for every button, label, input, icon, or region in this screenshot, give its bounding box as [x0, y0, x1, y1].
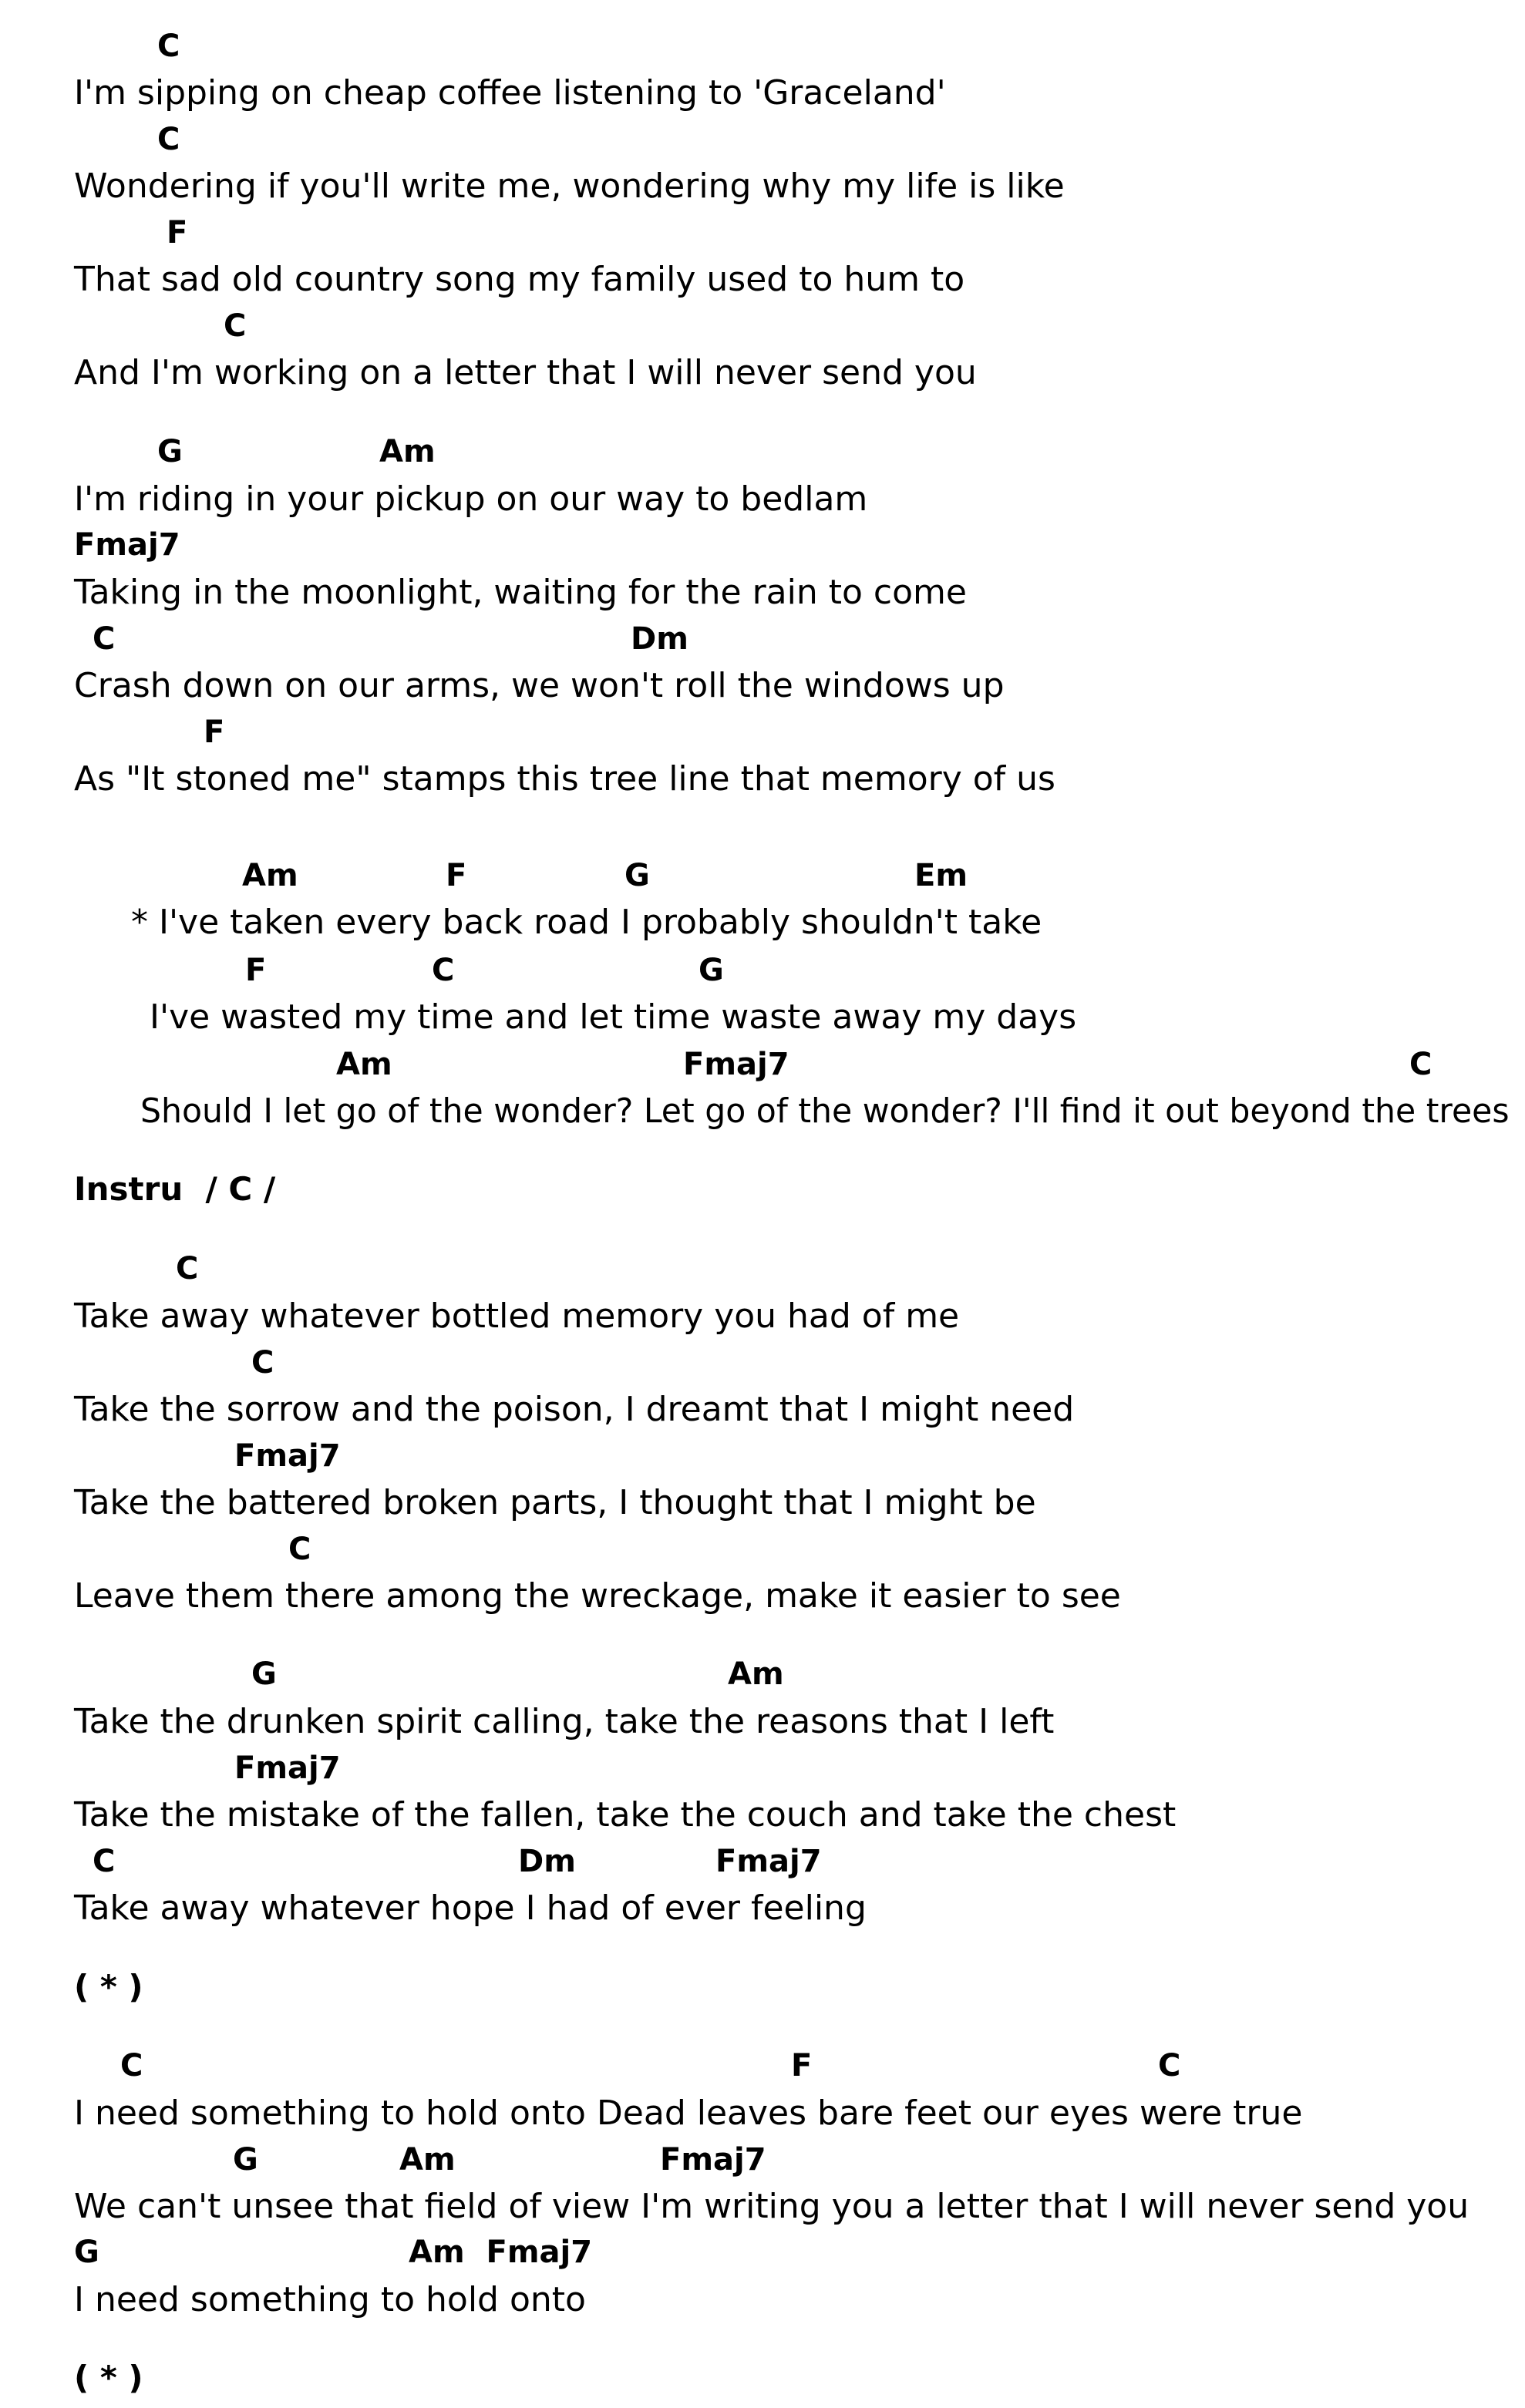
- repeat-chorus-marker: ( * ): [74, 2359, 143, 2396]
- lyric-line: Leave them there among the wreckage, make it easier to see: [74, 1576, 1121, 1616]
- chord: F: [446, 858, 467, 893]
- chord: Am Fmaj7: [409, 2235, 593, 2270]
- chord: C: [93, 621, 116, 657]
- chord: C: [251, 1345, 274, 1381]
- chord: Fmaj7: [683, 1047, 789, 1082]
- lyric-line: Take the mistake of the fallen, take the couch and take the chest: [74, 1795, 1177, 1835]
- lyric-line: * I've taken every back road I probably shouldn't take: [131, 903, 1042, 942]
- lyric-line: Take the sorrow and the poison, I dreamt that I might need: [74, 1390, 1075, 1429]
- chord: C: [432, 953, 455, 988]
- chord: C: [157, 29, 180, 64]
- chord: Dm: [518, 1844, 576, 1879]
- repeat-chorus-marker: ( * ): [74, 1968, 143, 2006]
- lyric-line: Taking in the moonlight, waiting for the rain to come: [74, 573, 967, 612]
- lyric-line: As "It stoned me" stamps this tree line that memory of us: [74, 759, 1055, 799]
- lyric-line: I've wasted my time and let time waste away my days: [150, 997, 1077, 1037]
- chord: Fmaj7: [234, 1751, 341, 1786]
- lyric-line: I need something to hold onto Dead leaves bare feet our eyes were true: [74, 2094, 1303, 2133]
- chord: G: [233, 2142, 258, 2178]
- chord: G: [624, 858, 650, 893]
- chord: C: [93, 1844, 116, 1879]
- chord: F: [245, 953, 267, 988]
- lyric-line: And I'm working on a letter that I will never send you: [74, 353, 977, 392]
- lyric-line: We can't unsee that field of view I'm writing you a letter that I will never send you: [74, 2187, 1469, 2226]
- instrumental-label: Instru / C /: [74, 1170, 276, 1208]
- lyric-line: Wondering if you'll write me, wondering why my life is like: [74, 166, 1065, 206]
- lyric-line: Take away whatever hope I had of ever feeling: [74, 1888, 867, 1928]
- chord: Em: [914, 858, 968, 893]
- chord: Am: [336, 1047, 392, 1082]
- chord: Am: [399, 2142, 456, 2178]
- chord: C: [157, 122, 180, 157]
- lyric-line: Should I let go of the wonder? Let go of the wonder? I'll find it out beyond the trees: [140, 1091, 1510, 1131]
- lyric-line: Take away whatever bottled memory you had of me: [74, 1296, 960, 1336]
- chord: C: [288, 1532, 311, 1567]
- chord: F: [167, 215, 188, 251]
- chord: Fmaj7: [660, 2142, 766, 2178]
- chord: C: [224, 308, 247, 344]
- chord: Dm: [631, 621, 688, 657]
- chord: Am: [379, 434, 436, 469]
- chord: Am: [728, 1656, 784, 1692]
- chord: Am: [242, 858, 298, 893]
- chord: C: [176, 1251, 199, 1286]
- chord: F: [204, 715, 225, 750]
- lyric-line: That sad old country song my family used to hum to: [74, 260, 965, 299]
- lyric-line: Crash down on our arms, we won't roll the windows up: [74, 666, 1005, 705]
- lyric-line: Take the battered broken parts, I thought that I might be: [74, 1483, 1036, 1522]
- chord: G: [157, 434, 183, 469]
- lyric-line: Take the drunken spirit calling, take the reasons that I left: [74, 1702, 1055, 1741]
- chord: Fmaj7: [234, 1438, 341, 1474]
- chord: Fmaj7: [715, 1844, 822, 1879]
- lyric-line: I'm riding in your pickup on our way to bedlam: [74, 479, 868, 519]
- chord: Fmaj7: [74, 527, 180, 563]
- lyric-line: I need something to hold onto: [74, 2280, 586, 2319]
- chord: C: [1409, 1047, 1432, 1082]
- chord: C: [120, 2048, 143, 2083]
- lyric-line: I'm sipping on cheap coffee listening to 'Graceland': [74, 73, 946, 113]
- chord: F: [791, 2048, 813, 2083]
- chord: C: [1158, 2048, 1181, 2083]
- chord: G: [699, 953, 724, 988]
- chord: G: [74, 2235, 99, 2270]
- chord: G: [251, 1656, 277, 1692]
